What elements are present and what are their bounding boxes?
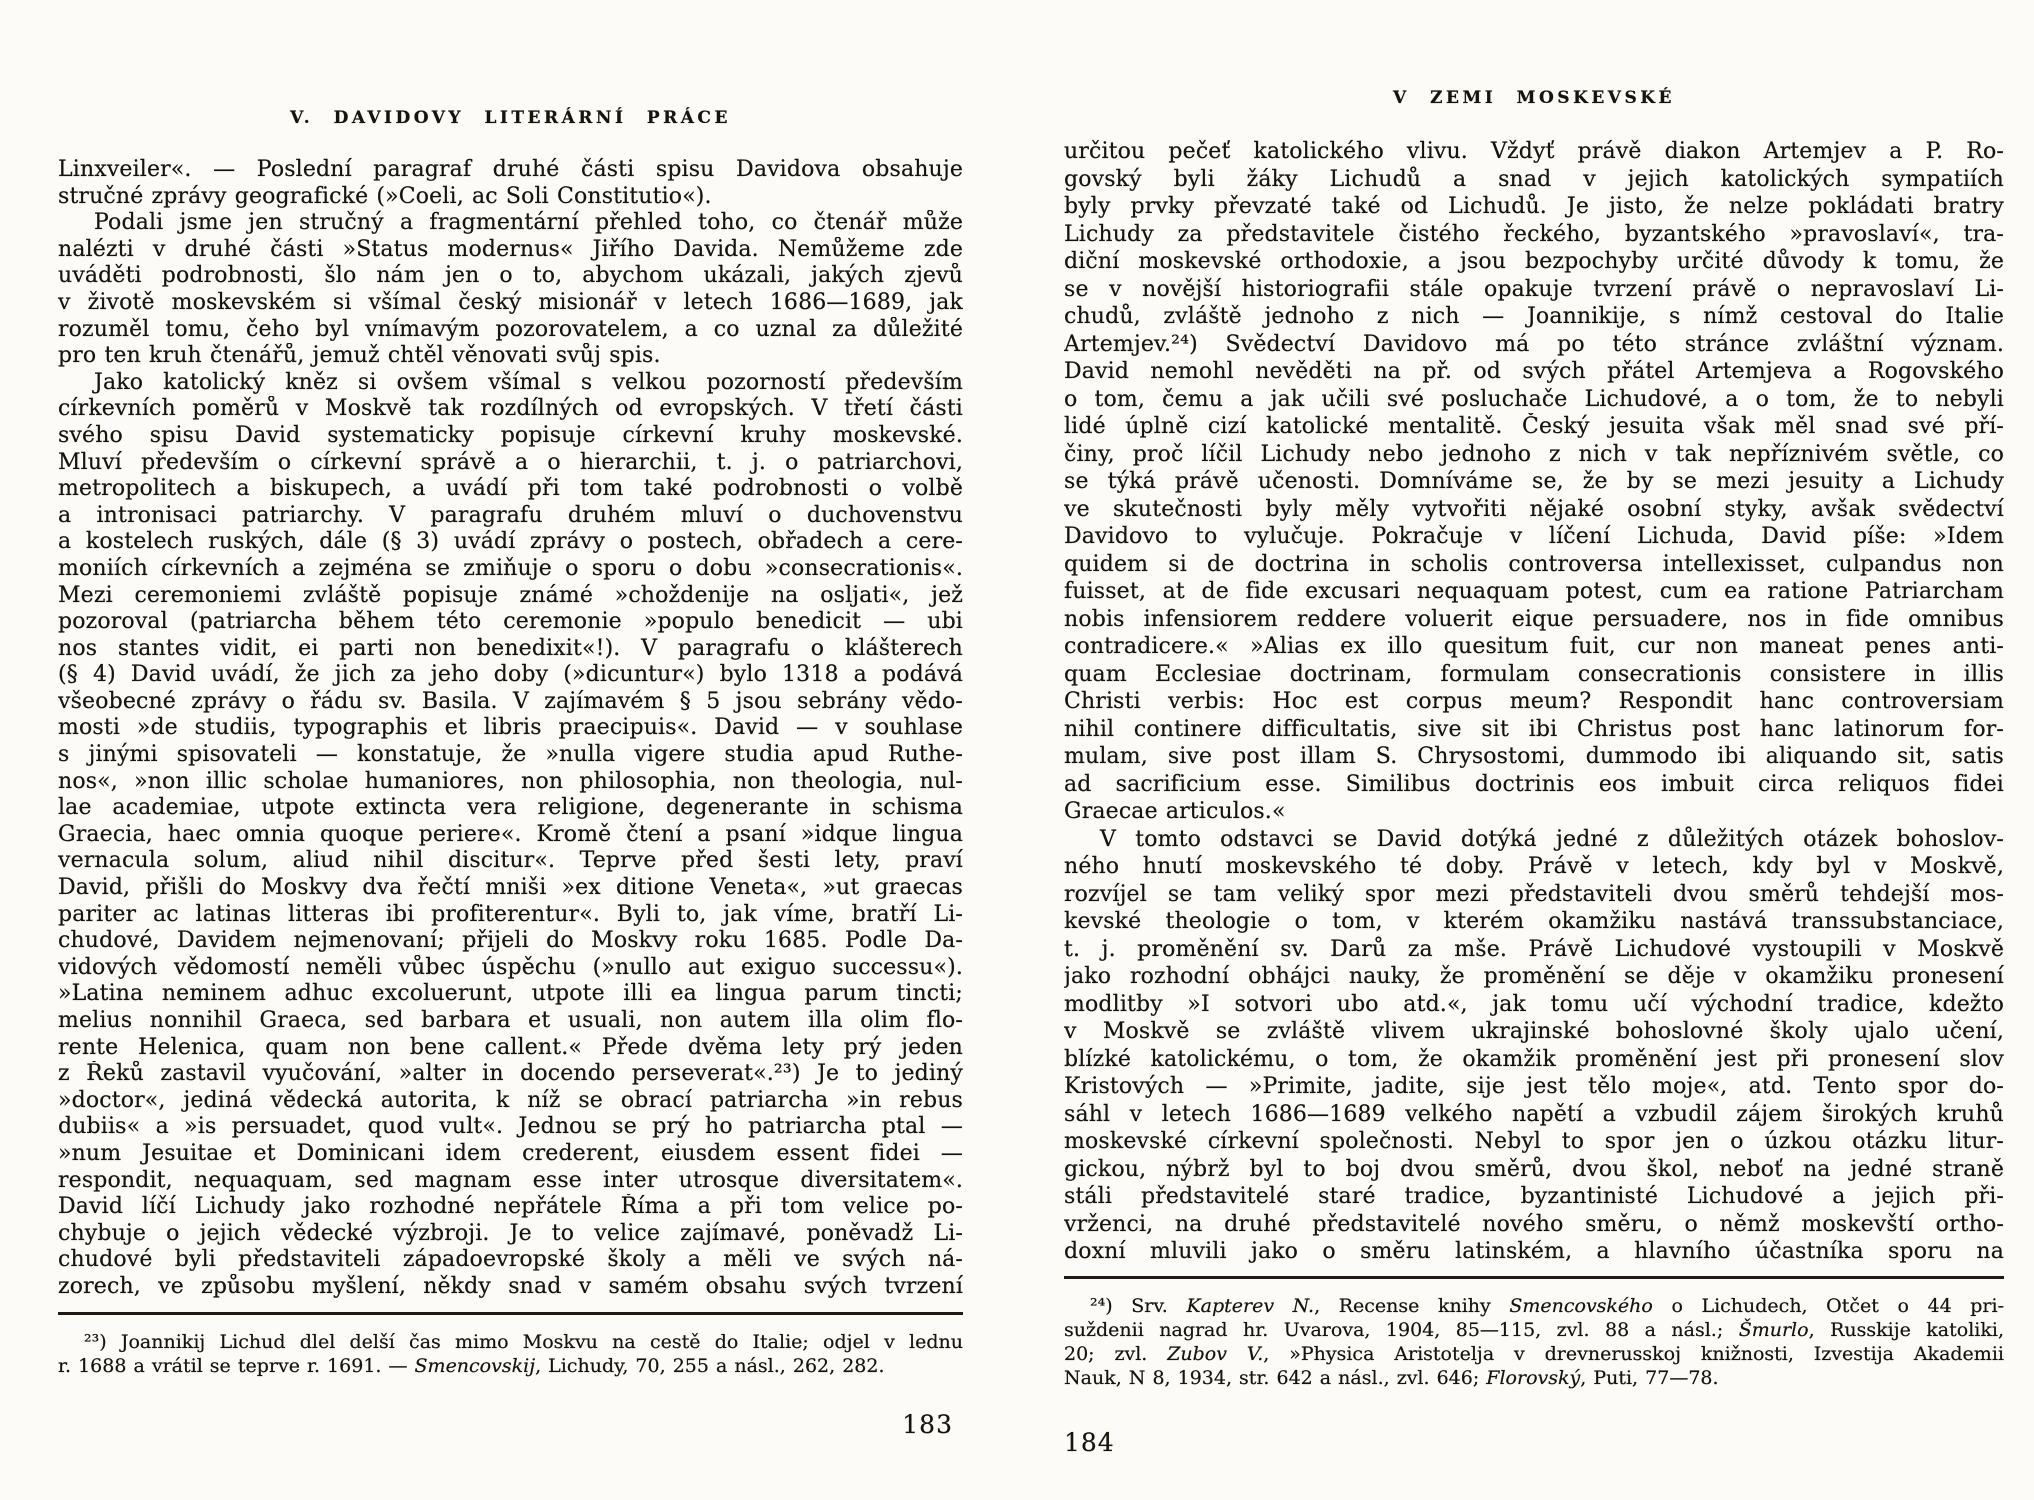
text-line: svého spisu David systematicky popisuje církevní kruhy moskevské. [58,422,963,448]
text-line: fuisset, at de fide excusari nequaquam potest, cum ea ratione Patriarcham [1064,579,2004,604]
text-line: melius nonnihil Graeca, sed barbara et usuali, non autem illa olim flo- [58,1008,963,1033]
text-line: z Řeků zastavil vyučování, »alter in docendo perseverat«.²³) Je to jediný [58,1061,963,1087]
text-line: 20; zvl. Zubov V., »Physica Aristotelja v drevnerusskoj knižnosti, Izvestija Akademii [1064,1343,2004,1365]
text-line: V tomto odstavci se David dotýká jedné z důležitých otázek bohoslov- [1100,826,2004,852]
text-line: ve skutečnosti byly měly vytvořiti nějaké osobní styky, avšak svědectví [1064,496,2004,522]
text-line: vrženci, na druhé představitelé nového směru, o němž moskevští ortho- [1064,1211,2004,1237]
text-line: nihil continere difficultatis, sive sit ibi Christus post hanc latinorum for- [1064,716,2004,742]
text-line: lae academiae, utpote extincta vera religione, degenerante in schisma [58,795,963,821]
text-line: modlitby »I sotvori ubo atd.«, jak tomu učí východní tradice, kdežto [1064,991,2004,1017]
text-line: nos«, »non illic scholae humaniores, non philosophia, non theologia, nul- [58,768,963,794]
text-line: Jako katolický kněz si ovšem všímal s velkou pozorností především [94,369,963,395]
page-header: V. DAVIDOVY LITERÁRNÍ PRÁCE [290,108,731,128]
page-number: 184 [1064,1428,1115,1457]
text-line: chudové byli představiteli západoevropské školy a měli ve svých ná- [58,1247,963,1273]
text-line: Linxveiler«. — Poslední paragraf druhé části spisu Davidova obsahuje [58,157,963,182]
text-line: »num Jesuitae et Dominicani idem crederent, eiusdem essent fidei — [58,1140,963,1166]
text-line: quidem si de doctrina in scholis controversa intellexisset, culpandus non [1064,551,2004,577]
text-line: rozuměl tomu, čeho byl vnímavým pozorovatelem, a co uznal za důležité [58,316,963,342]
text-line: a intronisaci patriarchy. V paragrafu druhém mluví o duchovenstvu [58,502,963,528]
page-header: V ZEMI MOSKEVSKÉ [1393,88,1675,108]
text-line: David, přišli do Moskvy dva řečtí mniši »ex ditione Veneta«, »ut graecas [58,875,963,901]
page-right [1064,0,2004,1500]
text-line: blízké katolickému, o tom, že okamžik proměnění jest při pronesení slov [1064,1046,2004,1072]
footnote-text [1064,1294,2004,1390]
text-line: o tom, čemu a jak učili své posluchače Lichudové, a o tom, že to nebyli [1064,386,2004,412]
footnote-rule [58,1312,963,1315]
text-line: doxní mluvili jako o směru latinském, a hlavního účastníka sporu na [1064,1239,2004,1264]
text-line: a kostelech ruských, dále (§ 3) uvádí zprávy o postech, obřadech a cere- [58,529,963,555]
text-line: (§ 4) David uvádí, že jich za jeho doby (»dicuntur«) bylo 1318 a podává [58,662,963,688]
text-line: činy, proč líčil Lichudy nebo jednoho z nich v tak nepříznivém světle, co [1064,441,2004,467]
text-line: uváděti podrobnosti, šlo nám jen o to, abychom ukázali, jakých zjevů [58,263,963,289]
body-text [1064,138,2004,1266]
text-line: chybuje o jejich vědecké výzbroji. Je to velice zajímavé, poněvadž Li- [58,1220,963,1246]
text-line: »doctor«, jediná vědecká autorita, k níž se obrací patriarcha »in rebus [58,1087,963,1113]
text-line: t. j. proměnění sv. Darů za mše. Právě Lichudové vystoupili v Moskvě [1064,936,2004,962]
text-line: kevské theologie o tom, v kterém okamžiku nastává transsubstanciace, [1064,909,2004,934]
text-line: nalézti v druhé části »Status modernus« Jiřího Davida. Nemůžeme zde [58,236,963,262]
text-line: Davidovo to vylučuje. Pokračuje v líčení Lichuda, David píše: »Idem [1064,524,2004,549]
text-line: gickou, nýbrž byl to boj dvou směrů, dvou škol, neboť na jedné straně [1064,1156,2004,1182]
text-line: »Latina neminem adhuc excoluerunt, utpote illi ea lingua parum tincti; [58,981,963,1007]
text-line: vernacula solum, aliud nihil discitur«. Teprve před šesti lety, praví [58,848,963,874]
text-line: respondit, nequaquam, sed magnam esse inter utrosque diversitatem«. [58,1167,963,1193]
text-line: chudové, Davidem nejmenovaní; přijeli do Moskvy roku 1685. Podle Da- [58,928,963,954]
text-line: contradicere.« »Alias ex illo quesitum fuit, cur non maneat penes anti- [1064,634,2004,659]
text-line: nos stantes vidit, ei parti non benedixit«!). V paragrafu o klášterech [58,635,963,661]
text-line: Lichudy za představitele čistého řeckého, byzantského »pravoslaví«, tra- [1064,221,2004,247]
text-line: dubiis« a »is persuadet, quod vult«. Jednou se prý ho patriarcha ptal — [58,1114,963,1140]
text-line: Graecae articulos.« [1064,799,1286,824]
text-line: zorech, ve způsobu myšlení, někdy snad v samém obsahu svých tvrzení [58,1273,963,1299]
text-line: se v novější historiografii stále opakuje tvrzení právě o nepravoslaví Li- [1064,276,2004,302]
page-number: 183 [902,1410,953,1439]
text-line: r. 1688 a vrátil se teprve r. 1691. — Smencovskij, Lichudy, 70, 255 a násl., 262, 282. [58,1355,885,1377]
text-line: rozvíjel se tam veliký spor mezi představiteli dvou směrů tehdejší mos- [1064,881,2004,907]
text-line: určitou pečeť katolického vlivu. Vždyť právě diakon Artemjev a P. Ro- [1064,139,2004,164]
text-line: v životě moskevském si všímal český misionář v letech 1686—1689, jak [58,289,963,315]
text-line: metropolitech a biskupech, a uvádí při tom také podrobnosti o volbě [58,476,963,502]
text-line: ²³) Joannikij Lichud dlel delší čas mimo Moskvu na cestě do Italie; odjel v lednu [84,1331,963,1353]
text-line: moskevské církevní společnosti. Nebyl to spor jen o úzkou otázku litur- [1064,1129,2004,1154]
text-line: govský byli žáky Lichudů a snad v jejich katolických sympatiích [1064,166,2004,192]
text-line: pariter ac latinas litteras ibi profiterentur«. Byli to, jak víme, bratří Li- [58,901,963,927]
text-line: David líčí Lichudy jako rozhodné nepřátele Říma a při tom velice po- [58,1194,963,1220]
text-line: rente Helenica, quam non bene callent.« Přede dvěma lety prý jeden [58,1034,963,1060]
footnote-rule [1064,1276,2004,1279]
text-line: vidových vědomostí neměli vůbec úspěchu (»nullo aut exiguo successu«). [58,954,963,980]
text-line: sáhl v letech 1686—1689 velkého napětí a vzbudil zájem širokých kruhů [1064,1101,2004,1127]
text-line: pozoroval (patriarcha během této ceremonie »populo benedicit — ubi [58,609,963,635]
text-line: diční moskevské orthodoxie, a jsou bezpochyby určité důvody k tomu, že [1064,249,2004,274]
text-line: quam Ecclesiae doctrinam, formulam consecrationis consistere in illis [1064,661,2004,687]
text-line: mosti »de studiis, typographis et libris praecipuis«. David — v souhlase [58,715,963,741]
text-line: byly prvky převzaté také od Lichudů. Je jisto, že nelze pokládati bratry [1064,194,2004,219]
text-line: Kristových — »Primite, jadite, sije jest tělo moje«, atd. Tento spor do- [1064,1074,2004,1099]
text-line: chudů, zvláště jednoho z nich — Joannikije, s nímž cestoval do Italie [1064,304,2004,329]
text-line: David nemohl nevěděti na př. od svých přátel Artemjeva a Rogovského [1064,359,2004,384]
page-left [58,0,963,1500]
text-line: Graecia, haec omnia quoque periere«. Kromě čtení a psaní »idque lingua [58,821,963,847]
text-line: církevních poměrů v Moskvě tak rozdílných od evropských. V třetí části [58,396,963,422]
text-line: mulam, sive post illam S. Chrysostomi, dummodo ibi aliquando sit, satis [1064,744,2004,769]
text-line: Mezi ceremoniemi zvláště popisuje známé »choždenije na osljati«, jež [58,582,963,608]
text-line: v Moskvě se zvláště vlivem ukrajinské bohoslovné školy ujalo učení, [1064,1019,2004,1044]
text-line: suždenii nagrad hr. Uvarova, 1904, 85—115, zvl. 88 a násl.; Šmurlo, Russkije katoliki, [1064,1319,2004,1341]
body-text [58,157,963,1301]
text-line: moniích církevních a zejména se zmiňuje o sporu o dobu »consecrationis«. [58,555,963,581]
text-line: Artemjev.²⁴) Svědectví Davidovo má po této stránce zvláštní význam. [1064,331,2004,357]
text-line: nobis infensiorem reddere voluerit eique persuadere, nos in fide omnibus [1064,606,2004,632]
text-line: Mluví především o církevní správě a o hierarchii, t. j. o patriarchovi, [58,449,963,475]
text-line: jako rozhodní obhájci nauky, že proměnění se děje v okamžiku pronesení [1064,964,2004,989]
text-line: s jinými spisovateli — konstatuje, že »nulla vigere studia apud Ruthe- [58,742,963,768]
text-line: Christi verbis: Hoc est corpus meum? Respondit hanc controversiam [1064,689,2004,714]
text-line: stáli představitelé staré tradice, byzantinisté Lichudové a jejich při- [1064,1184,2004,1209]
text-line: pro ten kruh čtenářů, jemuž chtěl věnovati svůj spis. [58,343,661,369]
text-line: stručné zprávy geografické (»Coeli, ac Soli Constitutio«). [58,183,712,209]
text-line: ad sacrificium esse. Similibus doctrinis eos imbuit circa reliquos fidei [1064,771,2004,797]
text-line: se týká právě učenosti. Domníváme se, že by se mezi jesuity a Lichudy [1064,469,2004,494]
footnote-text [58,1330,963,1378]
text-line: lidé úplně cizí katolické mentalitě. Český jesuita však měl snad své pří- [1064,414,2004,439]
text-line: ²⁴) Srv. Kapterev N., Recense knihy Smencovského o Lichudech, Otčet o 44 pri- [1090,1295,2004,1317]
text-line: Nauk, N 8, 1934, str. 642 a násl., zvl. 646; Florovský, Puti, 77—78. [1064,1367,1719,1389]
text-line: všeobecné zprávy o řádu sv. Basila. V zajímavém § 5 jsou sebrány vědo- [58,688,963,714]
text-line: ného hnutí moskevského té doby. Právě v letech, kdy byl v Moskvě, [1064,854,2004,879]
text-line: Podali jsme jen stručný a fragmentární přehled toho, co čtenář může [94,210,963,236]
